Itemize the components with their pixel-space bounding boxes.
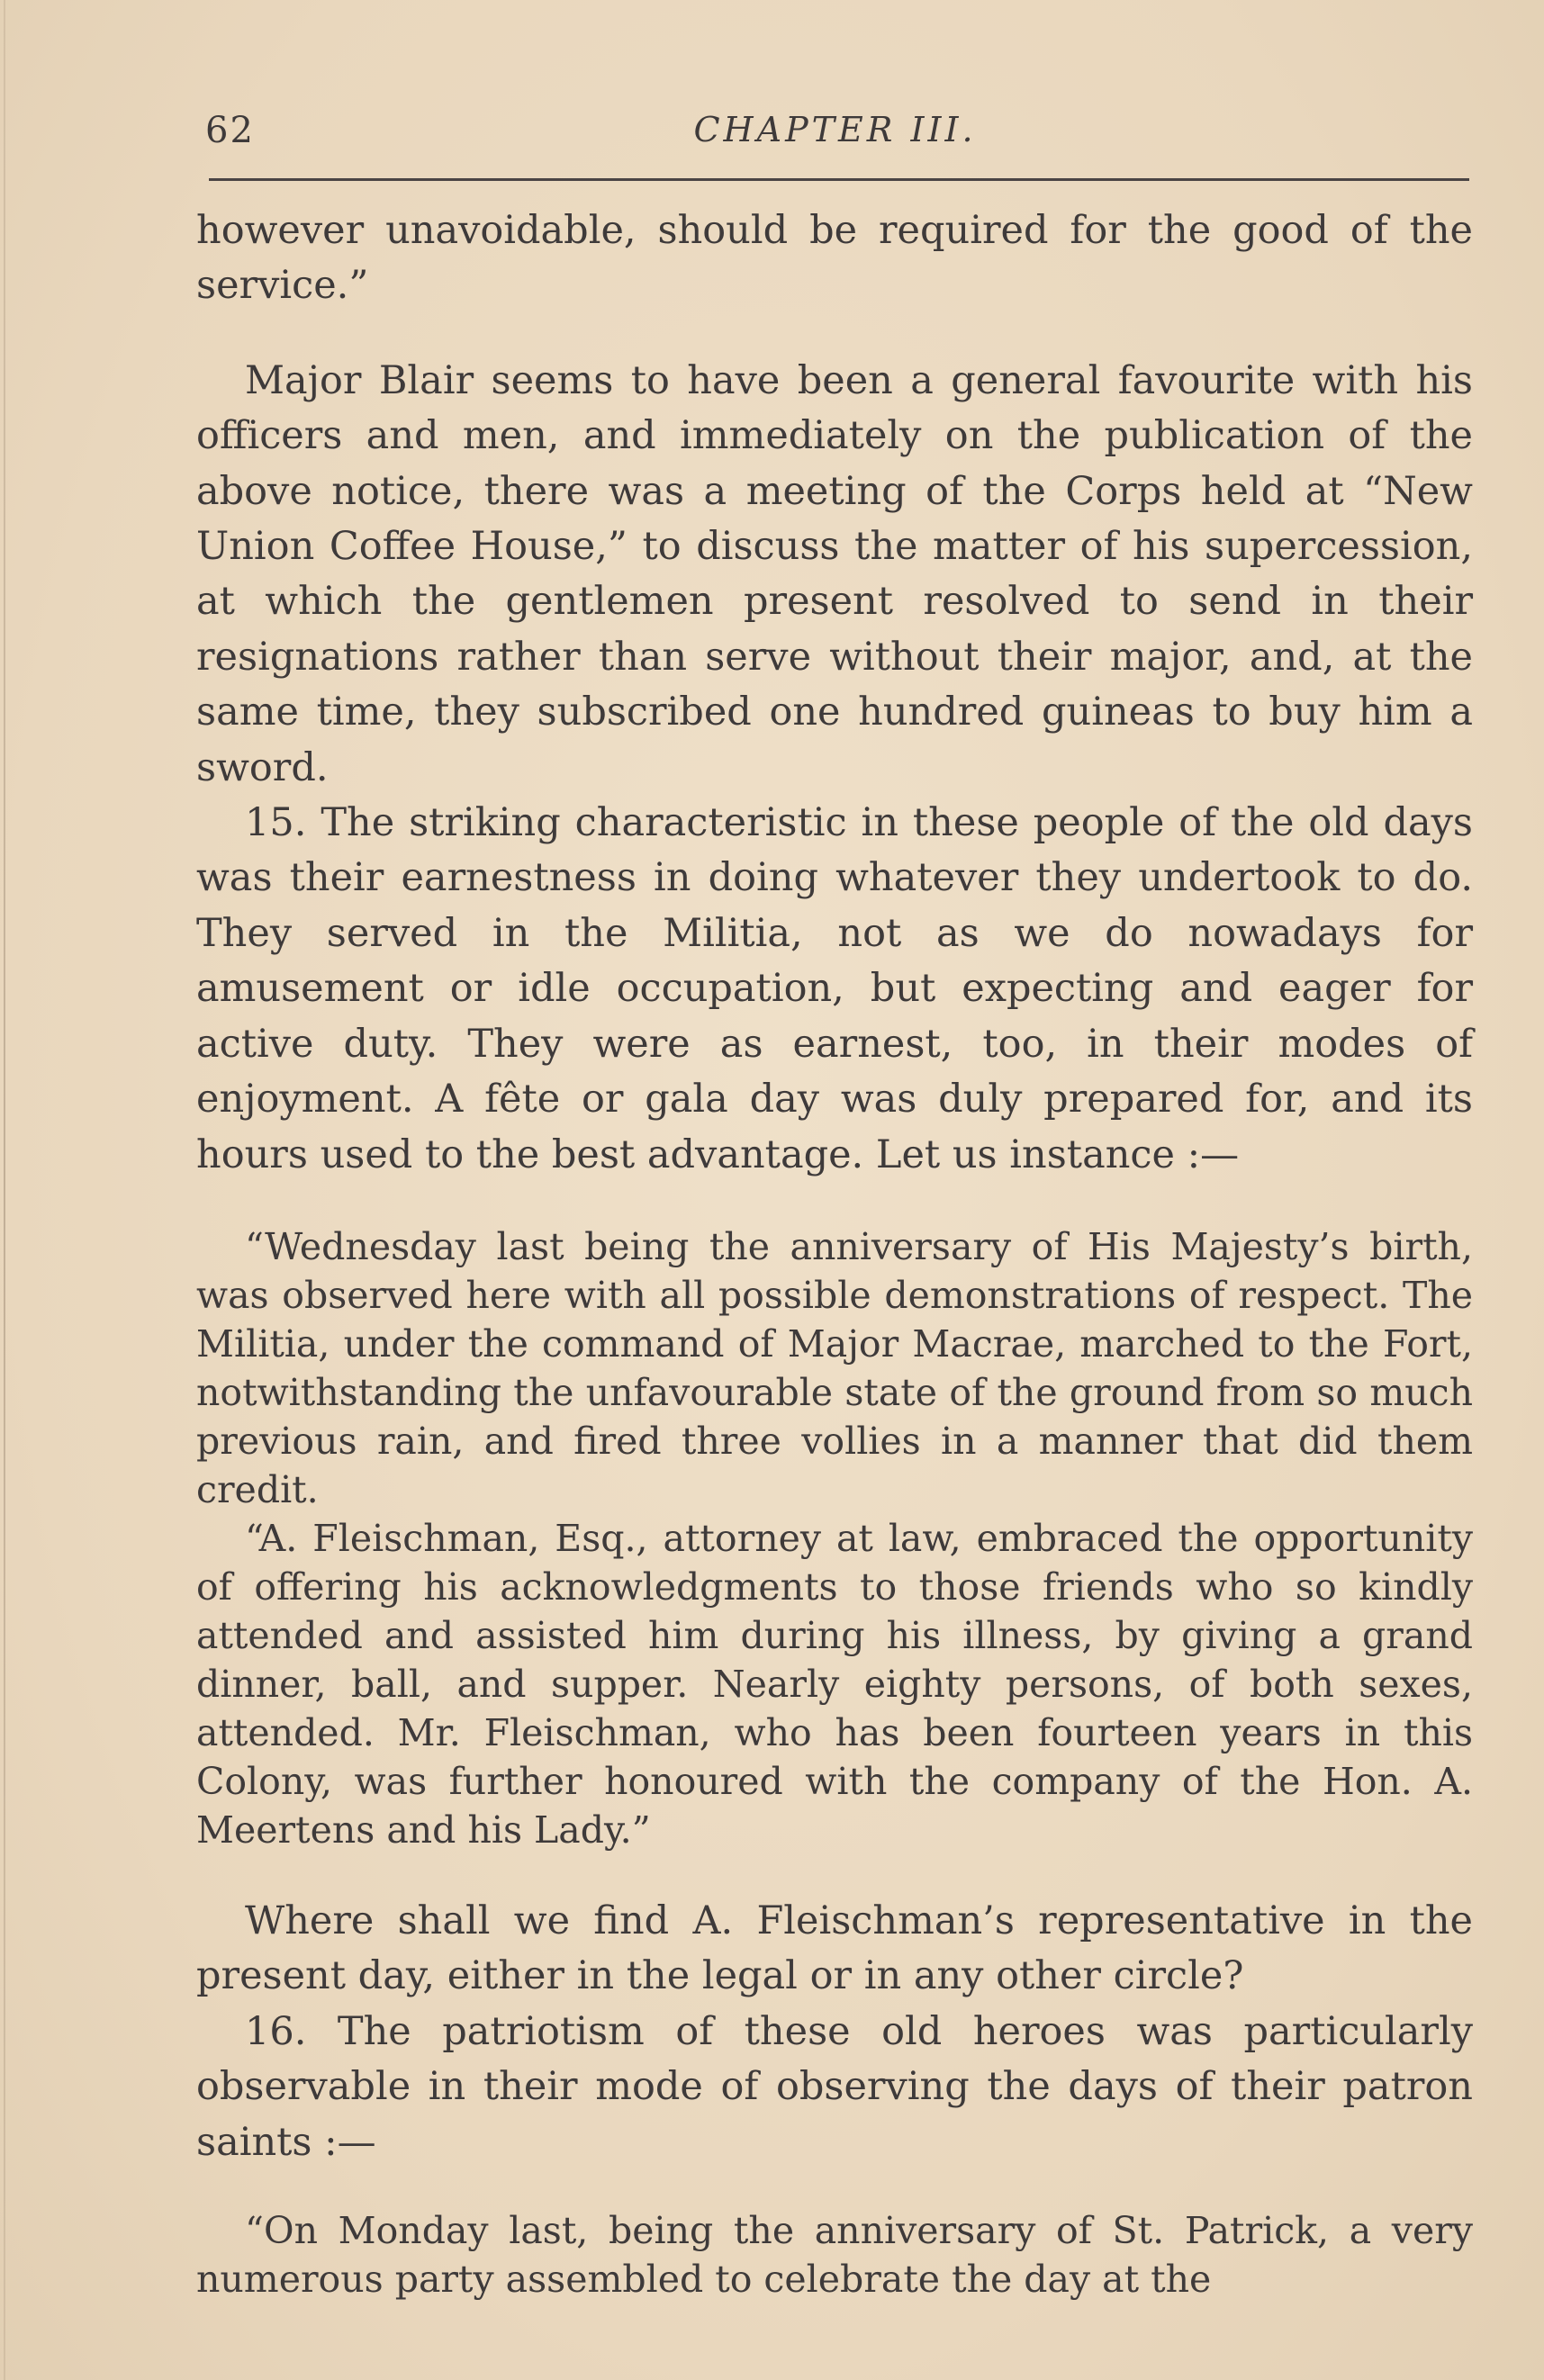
paragraph-major-blair: Major Blair seems to have been a general favourite with his officers and men, and immediately on the publication of the above notice, there was a meeting of the Corps held at “New Union Coffee House,” to discuss the matter of his supercession, at which the gentlemen present resolved to send in their resignations rather than serve without their major, and, at the same time, they subscribed one hundred guineas to buy him a sword. <box>196 357 1473 790</box>
quote-st-patrick: “On Monday last, being the anniversary of St. Patrick, a very numerous party assembled to celebrate the day at the <box>196 2208 1473 2301</box>
header-rule <box>209 178 1469 181</box>
paragraph-continuation: however unavoidable, should be required for the good of the service.” <box>196 208 1473 309</box>
paragraph-section-16: 16. The patriotism of these old heroes was particularly observable in their mode of observing the days of their patron saints :— <box>196 2008 1473 2165</box>
running-head: CHAPTER III. <box>693 110 977 149</box>
page-gutter-edge <box>4 0 5 2380</box>
paragraph-section-15: 15. The striking characteristic in these people of the old days was their earnestness in doing whatever they undertook to do. They served in the Militia, not as we do nowadays for amusement or idle occupation, but expecting and eager for active duty. They were as earnest, too, in their modes of enjoyment. A fête or gala day was duly prepared for, and its hours used to the best advantage. Let us instance :— <box>196 800 1473 1177</box>
body-text <box>196 203 1473 2303</box>
page-header <box>198 101 1472 155</box>
quote-fleischman: “A. Fleischman, Esq., attorney at law, embraced the opportunity of offering his acknowledgments to those friends who so kindly attended and assisted him during his illness, by giving a grand dinner, ball, and supper. Nearly eighty persons, of both sexes, attended. Mr. Fleischman, who has been fourteen years in this Colony, was further honoured with the company of the Hon. A. Meertens and his Lady.” <box>196 1516 1473 1852</box>
quote-majesty-birthday: “Wednesday last being the anniversary of His Majesty’s birth, was observed here with all possible demonstrations of respect. The Militia, under the command of Major Macrae, marched to the Fort, notwithstanding the unfavourable state of the ground from so much previous rain, and fired three vollies in a manner that did them credit. <box>196 1224 1473 1511</box>
paragraph-fleischman-question: Where shall we find A. Fleischman’s representative in the present day, either in the legal or in any other circle? <box>196 1898 1473 1999</box>
page-number: 62 <box>205 110 255 151</box>
